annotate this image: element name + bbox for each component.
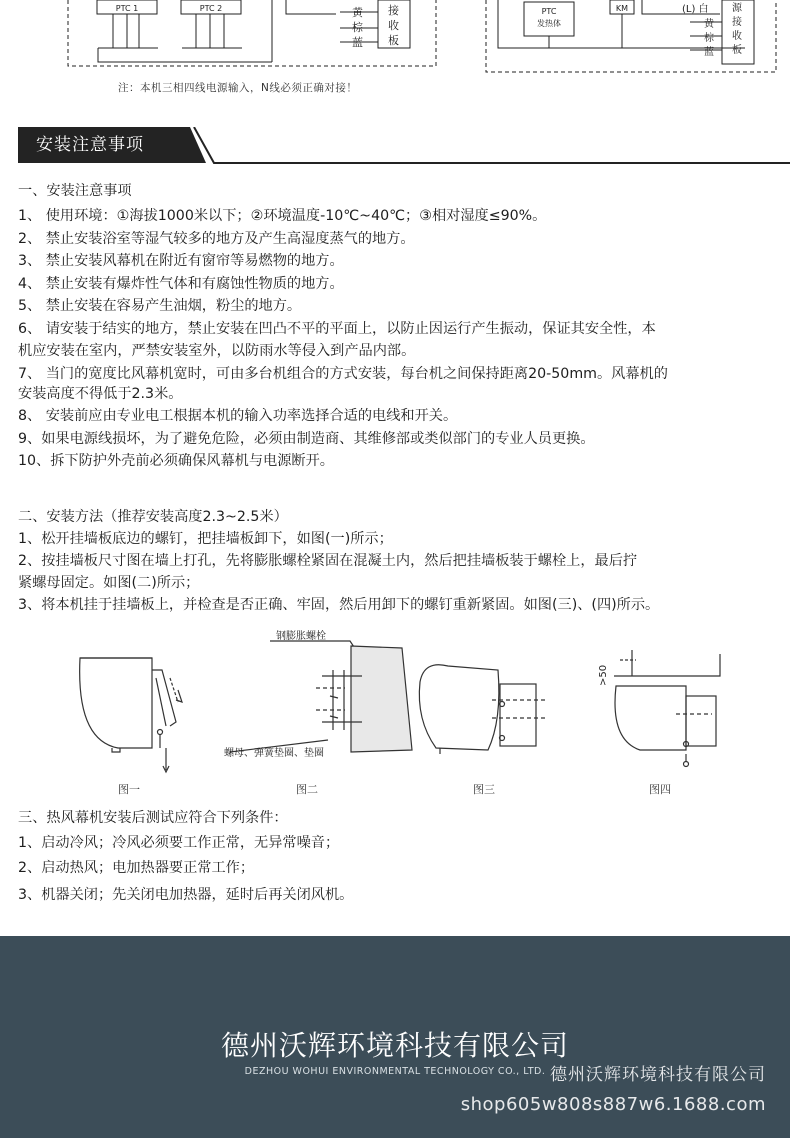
part1-line: 9、如果电源线损坏，为了避免危险，必须由制造商、其维修部或类似部门的专业人员更换。: [18, 431, 595, 447]
part2-line: 3、将本机挂于挂墙板上，并检查是否正确、牢固，然后用卸下的螺钉重新紧固。如图(三)、(四)所示。: [18, 597, 660, 613]
figure-caption-3: 图三: [473, 783, 495, 796]
wire-color: 蓝: [352, 36, 363, 49]
ptc-heater-label: PTC: [541, 7, 557, 16]
ptc-heater-label: 发热体: [537, 19, 561, 28]
ptc1-label: PTC 1: [115, 4, 139, 13]
wire-color: 棕: [352, 21, 363, 34]
board-label: 接: [388, 4, 399, 17]
part2-line: 紧螺母固定。如图(二)所示；: [18, 575, 200, 591]
board-label: 源: [732, 3, 742, 14]
part1-line: 7、 当门的宽度比风幕机宽时，可由多台机组合的方式安装，每台机之间保持距离20-50mm。风幕机的: [18, 366, 668, 382]
gap-label: >50: [598, 664, 609, 686]
part1-line: 10、拆下防护外壳前必须确保风幕机与电源断开。: [18, 453, 334, 469]
wire-color: 黄: [704, 19, 714, 30]
part3-line: 2、启动热风；电加热器要正常工作；: [18, 860, 255, 876]
ptc2-label: PTC 2: [199, 4, 223, 13]
footer: [0, 936, 790, 1138]
figure-1-drawing: [80, 658, 182, 772]
figure-caption-2: 图二: [296, 783, 318, 796]
wire-color: 蓝: [704, 47, 714, 58]
km-label: KM: [615, 4, 629, 13]
figure-4-drawing: [614, 650, 720, 767]
part1-line: 8、 安装前应由专业电工根据本机的输入功率选择合适的电线和开关。: [18, 408, 458, 424]
figure-3-drawing: [419, 665, 548, 754]
part2-line: 1、松开挂墙板底边的螺钉，把挂墙板卸下，如图(一)所示；: [18, 531, 393, 547]
board-label: 收: [388, 19, 399, 32]
board-label: 接: [732, 17, 742, 28]
section-title: 安装注意事项: [36, 135, 144, 155]
part2-heading: 二、安装方法（推荐安装高度2.3~2.5米）: [18, 509, 288, 525]
part1-line: 1、 使用环境：①海拔1000米以下；②环境温度-10℃~40℃；③相对湿度≤90%。: [18, 208, 547, 224]
company-name-en: DEZHOU WOHUI ENVIRONMENTAL TECHNOLOGY CO., LTD.: [244, 1066, 546, 1077]
part1-line: 3、 禁止安装风幕机在附近有窗帘等易燃物的地方。: [18, 253, 344, 269]
wire-color: 黄: [352, 6, 363, 19]
figure-caption-4: 图四: [649, 783, 671, 796]
part1-line: 机应安装在室内，严禁安装室外，以防雨水等侵入到产品内部。: [18, 343, 416, 359]
nut-label: 螺母、弹簧垫圈、垫圈: [224, 748, 324, 759]
figure-2-drawing: [230, 641, 412, 752]
part1-line: 6、 请安装于结实的地方，禁止安装在凹凸不平的平面上，以防止因运行产生振动，保证其安全性，本: [18, 321, 656, 337]
board-label: 板: [732, 45, 742, 56]
part2-line: 2、按挂墙板尺寸图在墙上打孔，先将膨胀螺栓紧固在混凝土内，然后把挂墙板装于螺栓上，最后拧: [18, 553, 638, 569]
board-label: 板: [388, 34, 399, 47]
installation-figures: [0, 630, 790, 800]
company-name: 德州沃辉环境科技有限公司: [220, 1029, 569, 1062]
watermark-name: 德州沃辉环境科技有限公司: [550, 1065, 766, 1085]
part3-line: 1、启动冷风；冷风必须要工作正常，无异常噪音；: [18, 835, 340, 851]
wiring-note: 注：本机三相四线电源输入，N线必须正确对接！: [118, 82, 358, 94]
part1-line: 5、 禁止安装在容易产生油烟，粉尘的地方。: [18, 298, 302, 314]
wire-color: (L) 白: [682, 4, 709, 15]
part1-line: 安装高度不得低于2.3米。: [18, 386, 183, 402]
part1-line: 4、 禁止安装有爆炸性气体和有腐蚀性物质的地方。: [18, 276, 344, 292]
part1-line: 2、 禁止安装浴室等湿气较多的地方及产生高湿度蒸气的地方。: [18, 231, 415, 247]
board-label: 收: [732, 31, 742, 42]
watermark-url: shop605w808s887w6.1688.com: [460, 1094, 766, 1115]
part3-heading: 三、热风幕机安装后测试应符合下列条件：: [18, 810, 288, 826]
wiring-diagram: [0, 0, 790, 76]
part1-heading: 一、安装注意事项: [18, 183, 132, 199]
figure-caption-1: 图一: [118, 783, 140, 796]
wire-color: 棕: [704, 33, 714, 44]
bolt-label: 钢膨胀螺栓: [276, 631, 326, 642]
part3-line: 3、机器关闭；先关闭电加热器，延时后再关闭风机。: [18, 887, 354, 903]
